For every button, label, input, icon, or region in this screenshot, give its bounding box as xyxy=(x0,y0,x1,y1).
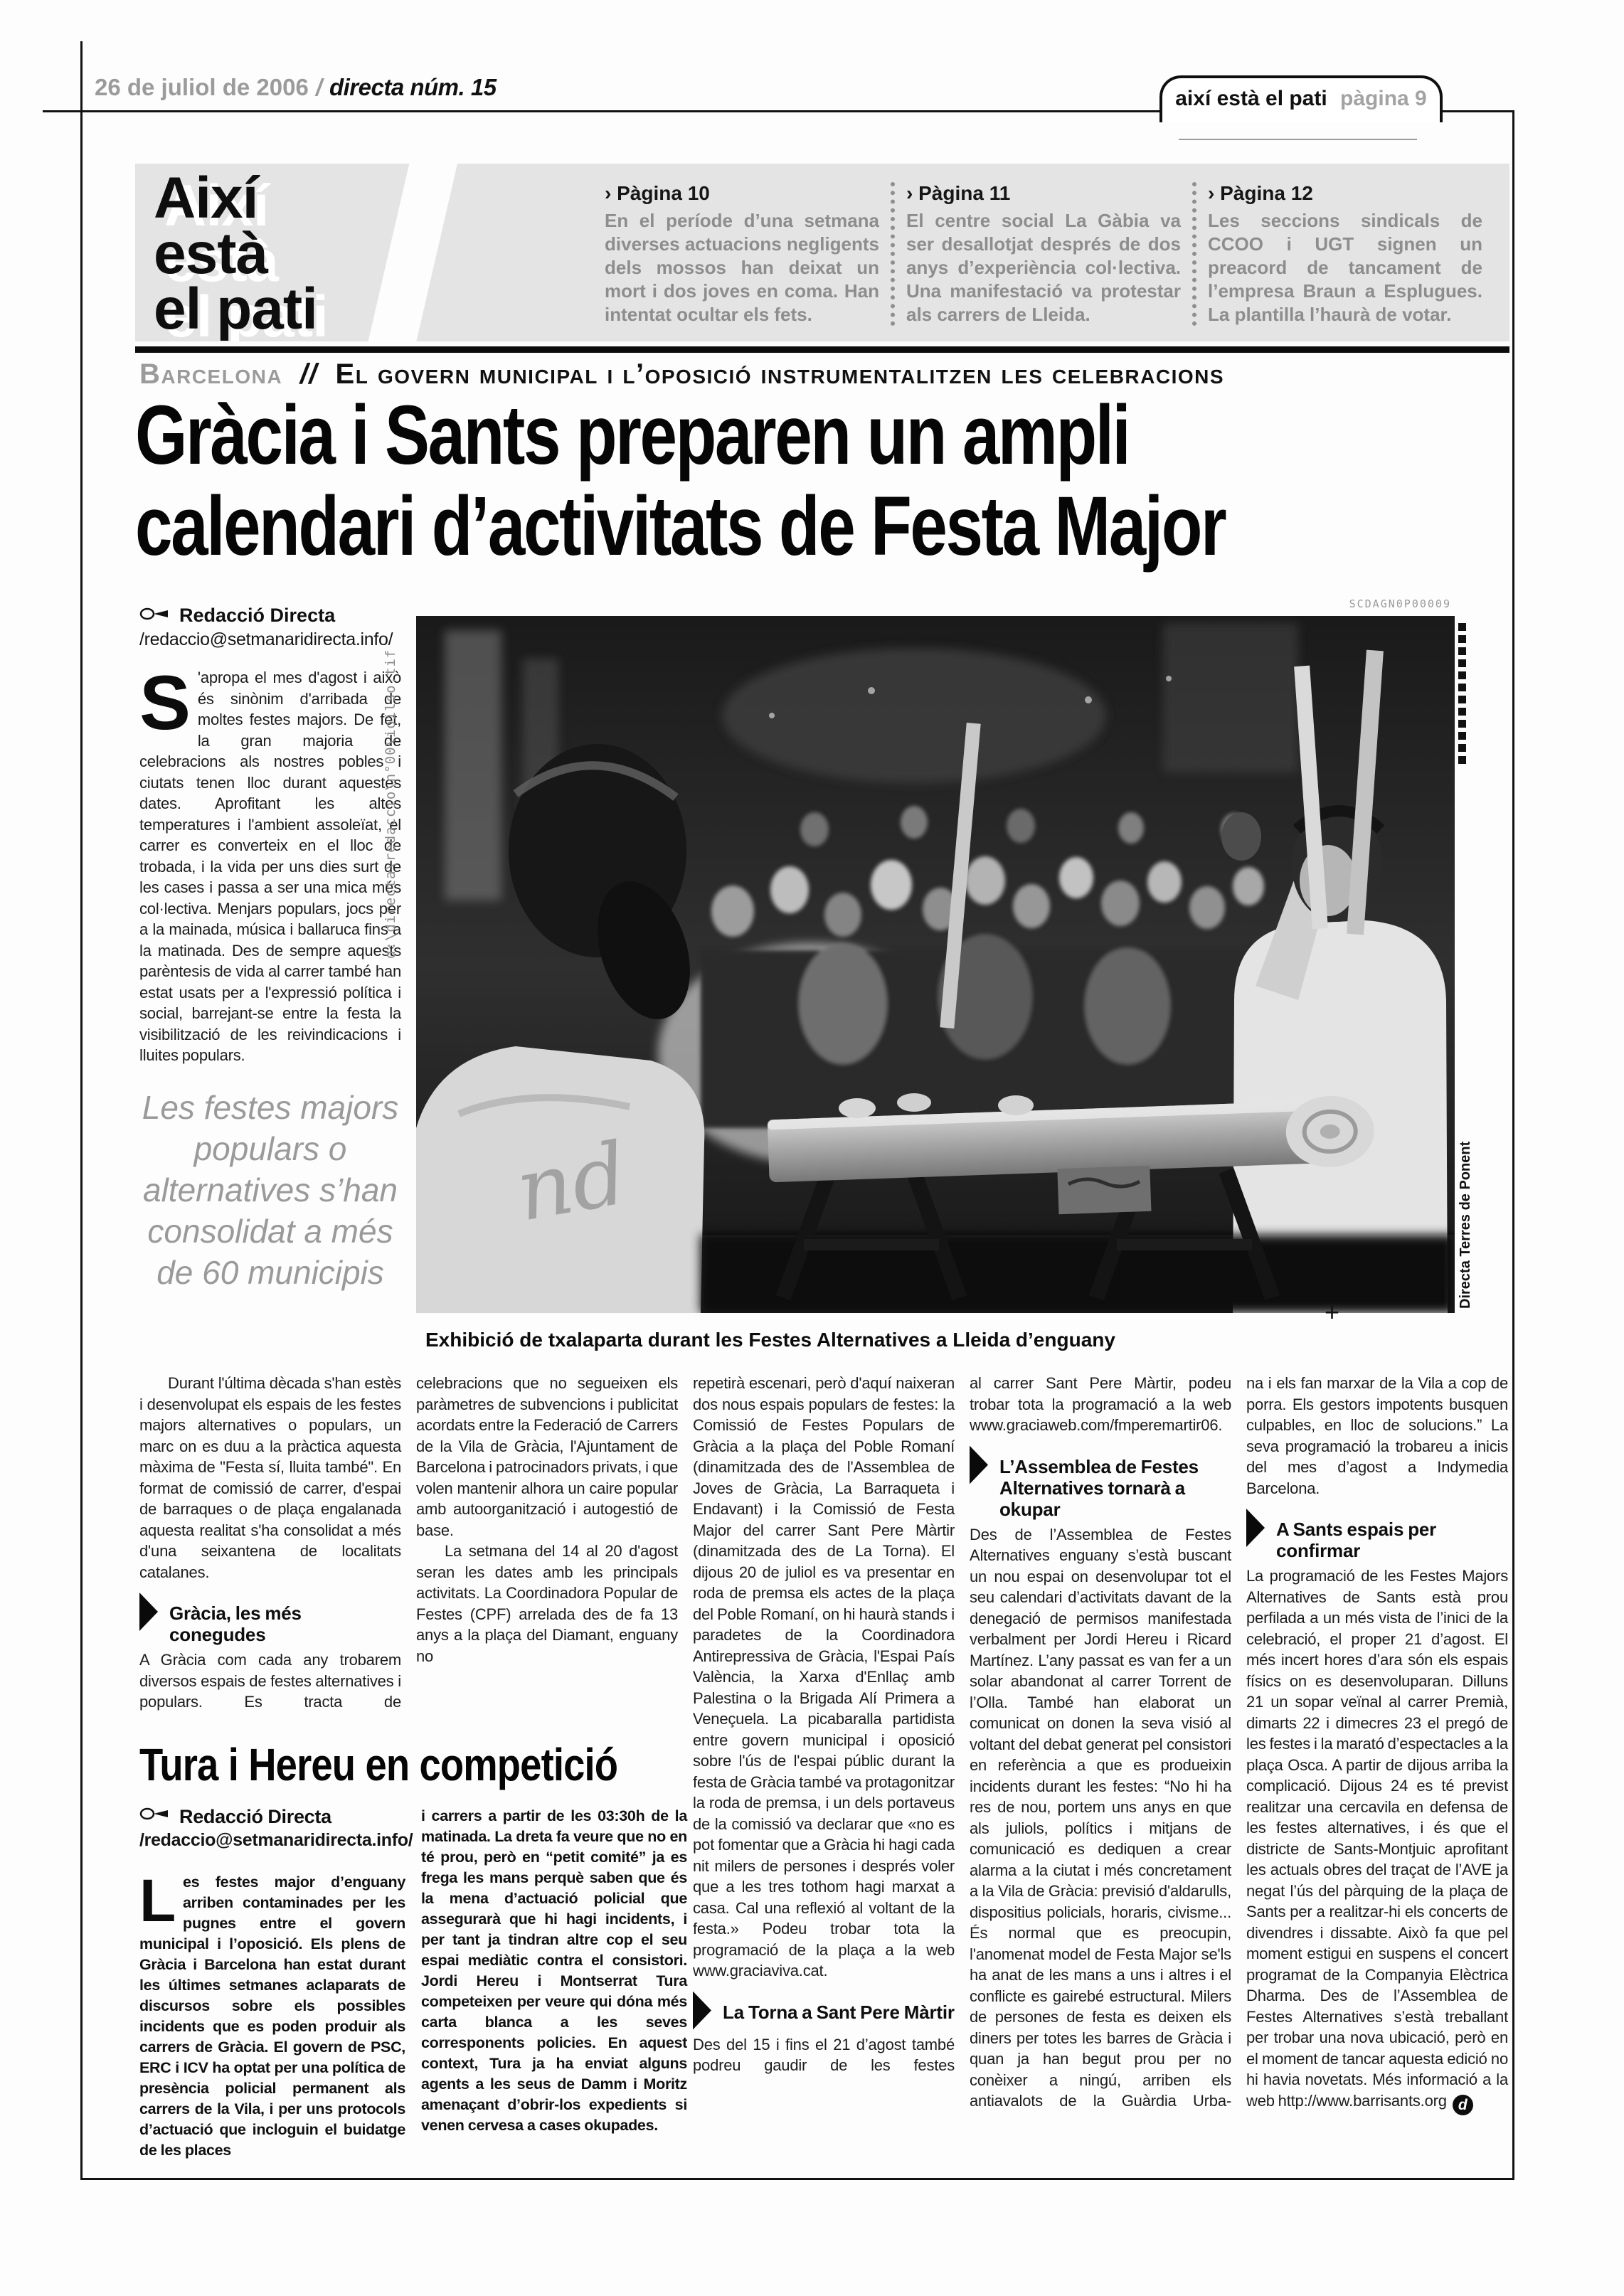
paragraph-text: es festes major d’enguany arriben contaminades per les pugnes entre el govern municipal i l’oposició. Els plens de Gràcia i Barcelona han estat durant les últimes setmanes aclaparats de discursos sobre els possibles incidents que es poden produir als carrers de Gràcia. El govern de PSC, ERC i ICV ha optat per una política de presència policial permanent als carrers de la Vila, i per uns protocols d’actuació que incloguin el buidatge de les places xyxy=(139,1874,405,2159)
paragraph xyxy=(1246,1566,1508,2115)
headline-line-1: Gràcia i Sants preparen un ampli xyxy=(135,388,1130,482)
section-title-line: el pati xyxy=(154,277,317,341)
subhead-triangle-icon xyxy=(1246,1509,1265,1547)
paragraph: Durant l'última dècada s'han estès i desenvolupat els espais de les festes majors alternatives o populars, un marc on es duu a la pràctica aquesta màxima de "Festa sí, lluita també". En format de comissió de carrer, d'espai de barraques o de plaça engalanada aquesta realitat s'ha consolidat a més d'una seixantena de localitats catalanes. xyxy=(139,1374,401,1581)
article2-byline xyxy=(139,1805,413,1851)
paragraph-text: La programació de les Festes Majors Alternatives de Sants està prou perfilada a un més vista de l’inici de la celebració, el proper 21 d’agost. El més incert hores d’ara són els espais físics on es desenvoluparan. Dilluns 21 un sopar veïnal al carrer Premià, dimarts 22 i dimecres 23 el pregó de les festes i la marató d’espectacles a la plaça Osca. A partir de dijous arriba la complicació. Dijous 24 es té previst realitzar una cercavila en defensa de les festes alternatives, i és que el districte de Sants-Montjuic aprofitant les actuals obres del traçat de l’AVE ja negat l’ús del pàrquing de la plaça de Sants per a realitzar-hi els concerts de divendres i dissabte. Això fa que pel moment estigui en suspens el concert programat de la Companyia Elèctrica Dharma. Des de l’Assemblea de Festes Alternatives s’està treballant per trobar una nova ubicació, però en el moment de tancar aquesta edició no hi havia novetats. Més informació a la web http://www.barrisants.org xyxy=(1246,1567,1508,2110)
masthead-issue: directa núm. 15 xyxy=(329,74,497,100)
intro-paragraph xyxy=(139,659,401,1066)
masthead-date: 26 de juliol de 2006 xyxy=(95,74,309,100)
article-photo xyxy=(416,616,1455,1313)
teaser-text: Les seccions sindicals de CCOO i UGT signen un preacord de tancament de l’empresa Braun a Esplugues. La plantilla l’haurà de votar. xyxy=(1208,210,1482,325)
kicker-text: El govern municipal i l’oposició instrumentalitzen les celebracions xyxy=(335,358,1225,390)
article2-column-a xyxy=(139,1805,413,2161)
pen-icon xyxy=(139,1806,171,1827)
byline-author: Redacció Directa xyxy=(179,1805,331,1827)
subhead-triangle-icon xyxy=(139,1593,158,1631)
drop-cap: L xyxy=(139,1867,176,1934)
subhead-sants xyxy=(1246,1511,1508,1561)
photo-illustration xyxy=(416,616,1455,1313)
paragraph: al carrer Sant Pere Màrtir, podeu trobar tota la programació a la web www.graciaweb.com/fmperemartir06. xyxy=(970,1374,1231,1434)
tab-underline xyxy=(1179,139,1417,140)
section-title xyxy=(154,166,317,341)
teaser-text: El centre social La Gàbia va ser desallotjat després de dos anys d’experiència col·lectiva. Una manifestació va protestar als carrers de Lleida. xyxy=(906,210,1181,325)
body-column-1-lower xyxy=(139,1373,401,1713)
kicker-slashes: // xyxy=(299,358,318,390)
teaser-page-label: › Pàgina 10 xyxy=(605,182,710,204)
paragraph: La setmana del 14 al 20 d'agost seran les dates amb les principals activitats. La Coordinadora Popular de Festes (CPF) arrelada des de fa 13 anys a la plaça del Diamant, enguany no xyxy=(416,1542,678,1665)
byline-email: /redaccio@setmanaridirecta.info/ xyxy=(139,1830,413,1850)
subhead-torna xyxy=(693,1994,955,2030)
headline-line-2: calendari d’activitats de Festa Major xyxy=(135,479,1226,573)
masthead-separator: / xyxy=(315,74,322,100)
body-column-1 xyxy=(139,659,401,1066)
left-page-rule xyxy=(80,41,83,2179)
byline-email: /redaccio@setmanaridirecta.info/ xyxy=(139,629,393,649)
kicker-location: Barcelona xyxy=(139,358,283,390)
photo-credit: Directa Terres de Ponent xyxy=(1458,1141,1473,1309)
paragraph: A Gràcia com cada any trobarem diversos espais de festes alternatives i populars. Es tracta de xyxy=(139,1651,401,1711)
paragraph: Des de l’Assemblea de Festes Alternatives enguany s’està buscant un nou espai on desenvolupar tot el seu calendari d’activitats davant de la denegació de permisos manifestada verbalment per Jordi Hereu i Ricard Martínez. L’any passat es van fer a un solar abandonat al carrer Torrent de l’Olla. També han elaborat un comunicat on donen la seva visió al voltant del debat generat pel consistori en referència a que es produeixin incidents durant les festes: “No hi ha res de nou, portem uns anys en que als juliols, polítics i mitjans de comunicació es dediquen a crear alarma a la ciutat i més concretament a la Vila de Gràcia: previsió d'aldarulls, dispositius policials, horaris, civisme... És normal que es preocupin, l'anomenat model de Festa Major se'ls ha anat de les mans a uns i altres i el conflicte es gairebé estructural. Milers de persones de festa es deixen els diners per totes les barres de Gràcia i quan ja han begut prou per no conèixer a ningú, arriben els antiavalots de la Guàrdia Urba- xyxy=(970,1525,1231,2110)
article2-headline: Tura i Hereu en competició xyxy=(139,1739,618,1790)
end-mark-logo: d xyxy=(1453,2095,1473,2115)
subhead-title: La Torna a Sant Pere Màrtir xyxy=(723,2001,955,2023)
subhead-title: A Sants espais per confirmar xyxy=(1276,1519,1437,1561)
section-divider-rule xyxy=(135,346,1509,353)
teaser-item xyxy=(906,182,1181,326)
subhead-title: Gràcia, les més conegudes xyxy=(169,1603,302,1645)
pen-icon xyxy=(139,606,171,625)
paragraph: i carrers a partir de les 03:30h de la matinada. La dreta fa veure que no en té prou, però en “petit comité” ja es frega les mans perquè saben que és la mena d’actuació policial que assegurarà que hi hagi incidents, i per tant ja tindran altre cop el seu espai mediàtic contra el consistori. Jordi Hereu i Montserrat Tura competeixen per veure qui dóna més carta blanca a les seves corresponents policies. En aquest context, Tura ja ha enviat alguns agents a les seus de Damm i Moritz amenaçant d’obrir-los expedients si venen cervesa a cases okupades. xyxy=(421,1807,687,2134)
paragraph: repetirà escenari, però d'aquí naixeran dos nous espais populars de festes: la Comissió de Festes Populars de Gràcia a la plaça del Poble Romaní (dinamitzada des de l'Assemblea de Joves de Gràcia, La Barraqueta i Endavant) i la Comissió de Festa Major del carrer Sant Pere Màrtir (dinamitzada des de La Torna). El dijous 20 de juliol es va presentar en roda de premsa els actes de la plaça del Poble Romaní, on hi haurà stands i paradetes de la Coordinadora Antirepressiva de Gràcia, l'Espai País València, la Xarxa d'Enllaç amb Palestina o la Brigada Alí Primera a Veneçuela. La picabaralla partidista entre govern municipal i oposició sobre l'ús de l'espai públic durant la festa de Gràcia també va protagonitzar la roda de premsa, i un dels portaveus de la comissió va declarar que «no es pot fomentar que a Gràcia hi hagi cada nit milers de persones i després voler que a les tres tothom hagi marxat a casa. Cal una reflexió al voltant de la festa.» Podeu trobar tota la programació de la plaça a la web www.graciaviva.cat. xyxy=(693,1374,955,1979)
teaser-page-label: › Pàgina 12 xyxy=(1208,182,1313,204)
photo-file-path: d:\directa\redaccio\n°00\ioilso.tif xyxy=(383,649,398,959)
photo-corner-code: SCDAGN0P00009 xyxy=(1349,597,1451,610)
section-title-line: Així xyxy=(154,166,258,230)
paragraph: celebracions que no segueixen els paràmetres de subvencions i publicitat acordats entre la Federació de Carrers de la Vila de Gràcia, l'Ajuntament de Barcelona i patrocinadors privats, i que volen mantenir alhora un caire popular amb autoorganització i autogestió de base. xyxy=(416,1374,678,1539)
subhead-triangle-icon xyxy=(693,1992,711,2030)
section-banner xyxy=(135,164,1509,341)
teaser-text: En el període d’una setmana diverses actuacions negligents dels mossos han deixat un mort i dos joves en coma. Han intentat ocultar els fets. xyxy=(605,210,879,325)
photo-caption: Exhibició de txalaparta durant les Festes Alternatives a Lleida d’enguany xyxy=(425,1329,1115,1351)
masthead xyxy=(95,74,497,101)
subhead-triangle-icon xyxy=(970,1446,988,1484)
main-headline xyxy=(135,390,1515,572)
photo-edge-marks xyxy=(1458,623,1466,764)
paragraph: Des del 15 i fins el 21 d’agost també podreu gaudir de les festes xyxy=(693,2035,955,2074)
corner-tab-title: així està el pati xyxy=(1175,87,1327,110)
teaser-item xyxy=(605,182,879,326)
byline xyxy=(139,605,410,650)
bottom-rule xyxy=(80,2178,1514,2180)
intro-text: 'apropa el mes d'agost i això és sinònim d'arribada de moltes festes majors. De fet, la gran majoria de celebracions als nostres pobles i ciutats tenen lloc durant aquestes dates. Aprofitant les altes temperatures i l'ambient assoleïat, el carrer es converteix en el lloc de trobada, i la vida per uns dies surt de les cases i passa a ser una mica més col·lectiva. Menjars populars, jocs per a la mainada, música i ballaruca fins a la matinada. Des de sempre aquests parèntesis de vida al carrer també han estat usats per a l'expressió política i social, barrejant-se entre la festa la visibilització de les reivindicacions i lluites populars. xyxy=(139,669,401,1064)
paragraph: na i els fan marxar de la Vila a cop de porra. Els gestors impotents busquen culpables, en lloc de solucions.” La seva programació la trobareu a inicis del mes d’agost a Indymedia Barcelona. xyxy=(1246,1374,1508,1497)
pull-quote: Les festes majors populars o alternatives s’han consolidat a més de 60 municipis xyxy=(142,1089,399,1291)
crop-mark-icon: + xyxy=(1325,1297,1340,1327)
byline-author: Redacció Directa xyxy=(179,605,336,626)
article-2 xyxy=(139,1739,691,2161)
page-teasers xyxy=(605,182,1482,326)
banner-diagonal-stripe xyxy=(358,164,465,341)
article2-column-b xyxy=(421,1806,687,2161)
kicker xyxy=(139,358,1224,390)
dotted-separator xyxy=(891,182,895,326)
subhead-title: L’Assemblea de Festes Alternatives tornarà a okupar xyxy=(999,1455,1199,1520)
subhead-gracia xyxy=(139,1595,401,1645)
body-column-2 xyxy=(416,1373,678,1667)
teaser-page-label: › Pàgina 11 xyxy=(906,182,1011,204)
body-column-3 xyxy=(693,1373,955,2076)
subhead-assemblea xyxy=(970,1449,1231,1520)
paragraph xyxy=(139,1867,405,2161)
section-title-line: està xyxy=(154,221,268,286)
body-column-4 xyxy=(970,1373,1231,2112)
shirt-print-text: nd xyxy=(509,1124,635,1241)
body-column-5 xyxy=(1246,1373,1508,2115)
drop-cap: S xyxy=(139,659,191,745)
teaser-item xyxy=(1208,182,1482,326)
section-corner-tab xyxy=(1159,75,1443,122)
dotted-separator xyxy=(1192,182,1196,326)
corner-tab-page: pàgina 9 xyxy=(1340,87,1427,110)
